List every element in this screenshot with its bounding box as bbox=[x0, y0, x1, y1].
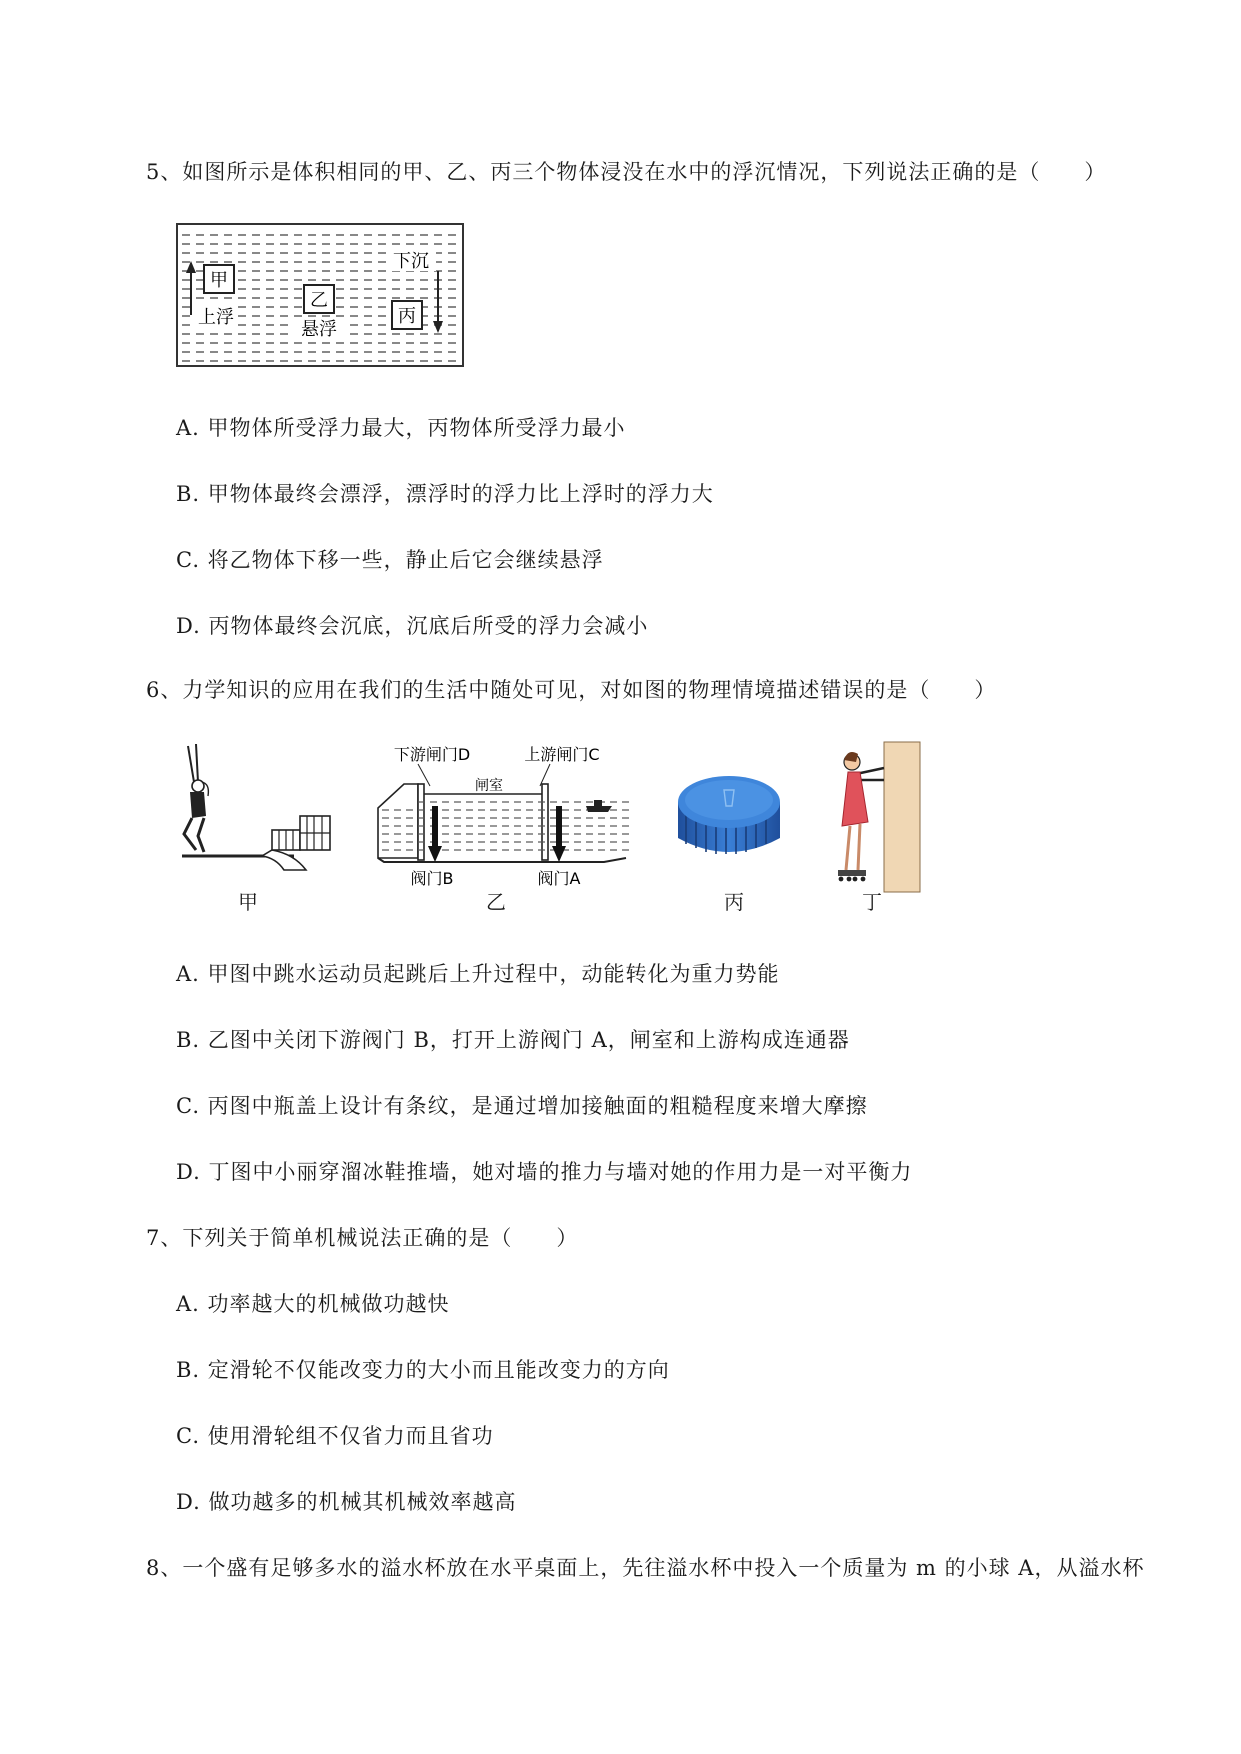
wall-push-figure bbox=[826, 738, 922, 902]
valve-a-label: 阀门A bbox=[537, 869, 581, 888]
q6-option-a[interactable]: A. 甲图中跳水运动员起跳后上升过程中，动能转化为重力势能 bbox=[176, 962, 780, 986]
q6-option-c[interactable]: C. 丙图中瓶盖上设计有条纹，是通过增加接触面的粗糙程度来增大摩擦 bbox=[176, 1094, 868, 1118]
upstream-gate-label: 上游闸门C bbox=[524, 745, 600, 764]
q5-option-b[interactable]: B. 甲物体最终会漂浮，漂浮时的浮力比上浮时的浮力大 bbox=[176, 482, 714, 506]
q7-option-c[interactable]: C. 使用滑轮组不仅省力而且省功 bbox=[176, 1424, 494, 1448]
bing-label: 丙 bbox=[398, 306, 416, 327]
question-7-stem: 7、下列关于简单机械说法正确的是（ ） bbox=[146, 1226, 579, 1250]
chamber-label: 闸室 bbox=[475, 778, 503, 794]
ship-lock-figure bbox=[374, 738, 634, 892]
q7-option-a[interactable]: A. 功率越大的机械做功越快 bbox=[176, 1292, 450, 1316]
q6-option-d[interactable]: D. 丁图中小丽穿溜冰鞋推墙，她对墙的推力与墙对她的作用力是一对平衡力 bbox=[176, 1160, 913, 1184]
diver-figure bbox=[176, 738, 336, 902]
q5-option-a[interactable]: A. 甲物体所受浮力最大，丙物体所受浮力最小 bbox=[176, 416, 626, 440]
caption-jia: 甲 bbox=[238, 890, 258, 914]
question-5-stem: 5、如图所示是体积相同的甲、乙、丙三个物体浸没在水中的浮沉情况，下列说法正确的是（ ） bbox=[146, 160, 1107, 184]
q6-option-b[interactable]: B. 乙图中关闭下游阀门 B，打开上游阀门 A，闸室和上游构成连通器 bbox=[176, 1028, 850, 1052]
q5-option-d[interactable]: D. 丙物体最终会沉底，沉底后所受的浮力会减小 bbox=[176, 614, 649, 638]
buoyancy-figure bbox=[176, 223, 466, 373]
question-8-stem: 8、一个盛有足够多水的溢水杯放在水平桌面上，先往溢水杯中投入一个质量为 m 的小球 A，从溢水杯 bbox=[146, 1556, 1145, 1580]
downstream-gate-label: 下游闸门D bbox=[393, 745, 471, 764]
up-label: 上浮 bbox=[198, 307, 234, 328]
q7-option-d[interactable]: D. 做功越多的机械其机械效率越高 bbox=[176, 1490, 517, 1514]
q7-option-b[interactable]: B. 定滑轮不仅能改变力的大小而且能改变力的方向 bbox=[176, 1358, 670, 1382]
bottle-cap-figure bbox=[674, 766, 784, 880]
caption-ding: 丁 bbox=[862, 890, 882, 914]
suspend-label: 悬浮 bbox=[301, 319, 337, 340]
yi-label: 乙 bbox=[310, 290, 328, 311]
q5-option-c[interactable]: C. 将乙物体下移一些，静止后它会继续悬浮 bbox=[176, 548, 604, 572]
down-label: 下沉 bbox=[393, 251, 429, 272]
jia-label: 甲 bbox=[210, 270, 228, 291]
valve-b-label: 阀门B bbox=[410, 869, 454, 888]
question-6-stem: 6、力学知识的应用在我们的生活中随处可见，对如图的物理情境描述错误的是（ ） bbox=[146, 678, 997, 702]
caption-yi: 乙 bbox=[486, 890, 506, 914]
caption-bing: 丙 bbox=[724, 890, 744, 914]
